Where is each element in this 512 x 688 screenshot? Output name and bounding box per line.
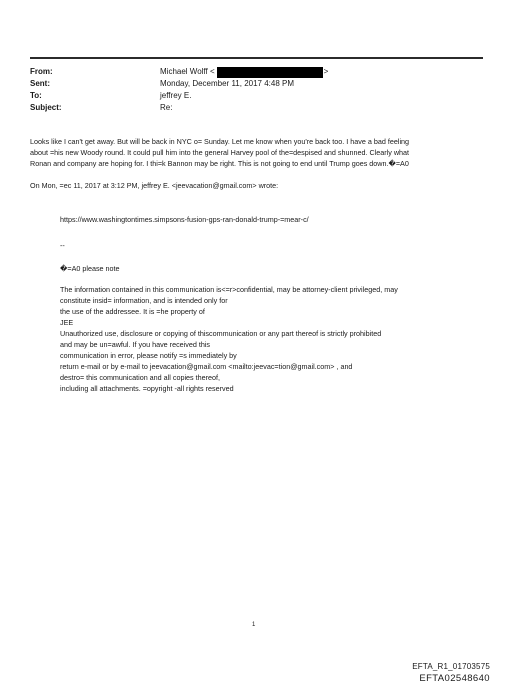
- reply-attribution: On Mon, =ec 11, 2017 at 3:12 PM, jeffrey E. <jeevacation@gmail.com> wrote:: [30, 181, 279, 190]
- to-row: [30, 90, 490, 102]
- subject-row: [30, 102, 490, 114]
- page-number: 1: [252, 622, 256, 628]
- sent-row: [30, 78, 490, 90]
- to-value: jeffrey E.: [160, 91, 192, 100]
- notice-line: constitute insid= information, and is intended only for: [60, 296, 228, 305]
- redaction-box: [217, 67, 323, 78]
- confidentiality-notice: [60, 284, 480, 394]
- from-row: [30, 66, 490, 78]
- notice-line: The information contained in this communication is<=r>confidential, may be attorney-client privileged, may: [60, 285, 398, 294]
- from-suffix: >: [323, 67, 329, 76]
- message-line: Ronan and company are hoping for. I thi=k Bannon may be right. This is not going to end until Trump goes down.�=A0: [30, 159, 409, 168]
- to-label: To:: [30, 91, 42, 100]
- header-divider: [30, 57, 483, 59]
- notice-line: JEE: [60, 318, 74, 327]
- bates-number-primary: EFTA_R1_01703575: [412, 662, 490, 671]
- from-value: Michael Wolff <: [160, 67, 215, 76]
- notice-line: the use of the addressee. It is =he property of: [60, 307, 205, 316]
- bates-number-secondary: EFTA02548640: [419, 673, 490, 684]
- notice-line: Unauthorized use, disclosure or copying of thiscommunication or any part thereof is strictly prohibited: [60, 329, 382, 338]
- notice-line: and may be un=awful. If you have received this: [60, 340, 211, 349]
- quoted-url: https://www.washingtontimes.simpsons-fusion-gps-ran-donald-trump-=mear-c/: [60, 215, 309, 224]
- notice-line: destro= this communication and all copies thereof,: [60, 373, 221, 382]
- signature-separator: --: [60, 241, 65, 250]
- notice-line: return e-mail or by e-mail to jeevacation@gmail.com <mailto:jeevac=tion@gmail.com> , and: [60, 362, 353, 371]
- sent-label: Sent:: [30, 79, 50, 88]
- message-line: Looks like I can't get away. But will be back in NYC o= Sunday. Let me know when you're back too. I have a bad feeling: [30, 137, 410, 146]
- from-label: From:: [30, 67, 53, 76]
- subject-value: Re:: [160, 103, 173, 112]
- subject-label: Subject:: [30, 103, 62, 112]
- notice-line: communication in error, please notify =s immediately by: [60, 351, 237, 360]
- message-paragraph: [30, 136, 482, 169]
- sent-value: Monday, December 11, 2017 4:48 PM: [160, 79, 294, 88]
- please-note: �=A0 please note: [60, 264, 120, 273]
- message-line: about =his new Woody round. It could pull him into the general Harvey pool of the=despised and shunned. Clearly what: [30, 148, 410, 157]
- email-header: [30, 66, 490, 114]
- notice-line: including all attachments. =opyright -all rights reserved: [60, 384, 234, 393]
